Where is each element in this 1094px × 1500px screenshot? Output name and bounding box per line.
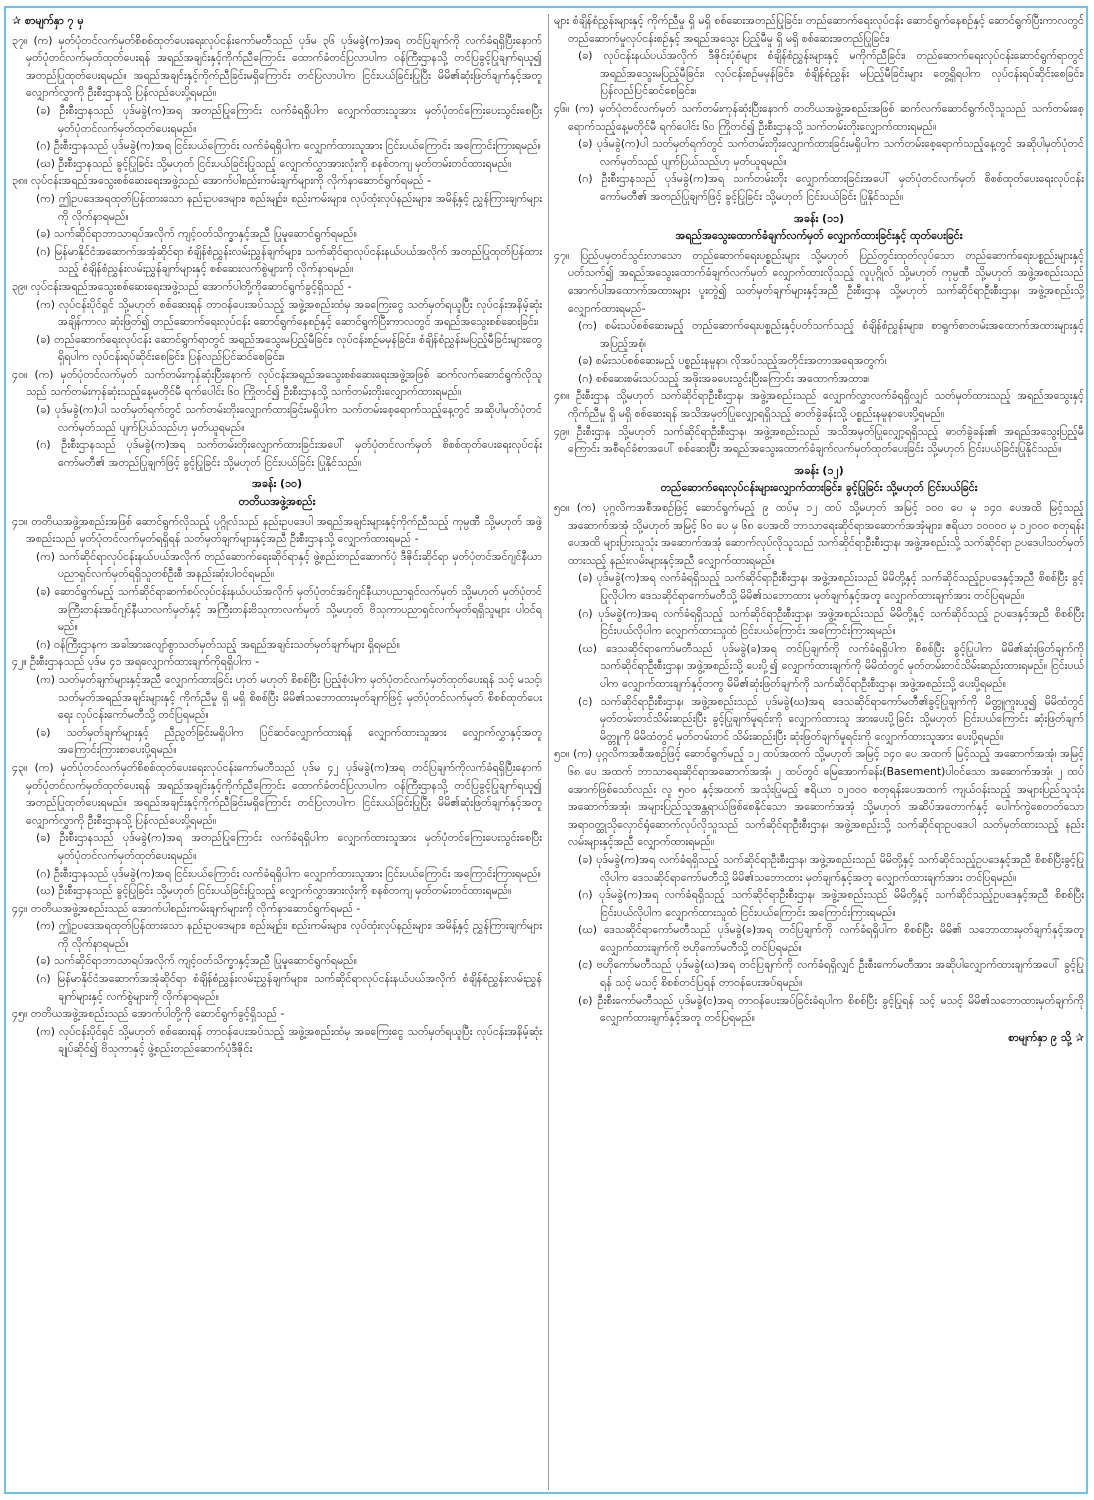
column-divider xyxy=(548,14,549,1490)
sub-clause: (ခ) ပုဒ်မခွဲ(က)ပါ သတ်မှတ်ရက်တွင် သက်တမ်းတိုးလျှောက်ထားခြင်းမရှိပါက သက်တမ်းစေ့ရောက်သည့်နေ့တွင် အဆိုပါမှတ်ပုံတင်လက်မှတ်သည် ပျက်ပြယ်သည်ဟု မှတ်ယူရမည်။ xyxy=(36,403,542,434)
sub-clause: (က) ဤဥပဒေအရထုတ်ပြန်ထားသော နည်းဥပဒေများ၊ စည်းမျဉ်း၊ စည်းကမ်းများ၊ လုပ်ထုံးလုပ်နည်းများ၊ အမိန့်နှင့် ညွှန်ကြားချက်များကို လိုက်နာရမည်။ xyxy=(36,919,542,950)
page-footer: စာမျက်နှာ ၉ သို့ ✰ xyxy=(1008,1030,1084,1044)
sub-clause: (ခ) ဆောင်ရွက်မည့် သက်ဆိုင်ရာဆက်စပ်လုပ်ငန်းနယ်ပယ်အလိုက် မှတ်ပုံတင်အင်ဂျင်နီယာပညာရှင်လက်မှတ် သို့မဟုတ် မှတ်ပုံတင်အကြီးတန်းအင်ဂျင်နီယာလက်မှတ်နှင့် အကြီးတန်းဗိသုကာလက်မှတ် သို့မဟုတ် ဗိသုကာပညာရှင်လက်မှတ်ရရှိသူများ ပါဝင်ရမည်။ xyxy=(36,585,542,634)
section-paragraph: ၄၀။ (က) မှတ်ပုံတင်လက်မှတ် သက်တမ်းကုန်ဆုံးပြီးနောက် လုပ်ငန်းအရည်အသွေးစစ်ဆေးရေးအဖွဲ့အဖြစ် ဆက်လက်ဆောင်ရွက်လိုသူသည် သက်တမ်းကုန်ဆုံးသည့်နေ့မတိုင်မီ ရက်ပေါင်း ၆၀ ကြိုတင်၍ ဦးစီးဌာနသို့ သက်တမ်းတိုးလျှောက်ထားရမည်။ xyxy=(12,367,542,399)
sub-clause: (ခ) ဦးစီးဌာနသည် ပုဒ်မခွဲ(က)အရ အတည်ပြုကြောင်း လက်ခံရရှိပါက လျှောက်ထားသူအား မှတ်ပုံတင်ကြေးပေးသွင်းစေပြီး မှတ်ပုံတင်လက်မှတ်ထုတ်ပေးရမည်။ xyxy=(36,831,542,862)
sub-clause: (က) လုပ်ငန်းပိုင်ရှင် သို့မဟုတ် စစ်ဆေးရန် တာဝန်ပေးအပ်သည့် အဖွဲ့အစည်းထံမှ အခကြေးငွေ သတ်မှတ်ရယူပြီး လုပ်ငန်းအနိမ့်ဆုံးအချိန်ကာလ ဆုံးဖြတ်၍ တည်ဆောက်ရေးလုပ်ငန်း ဆောင်ရွက်နေစဉ်နှင့် ဆောင်ရွက်ပြီးကာလတွင် အရည်အသွေးစစ်ဆေးခြင်း၊ xyxy=(36,297,542,329)
sub-clause: (ခ) ဦးစီးဌာနသည် ပုဒ်မခွဲ(က)အရ အတည်ပြုကြောင်း လက်ခံရရှိပါက လျှောက်ထားသူအား မှတ်ပုံတင်ကြေးပေးသွင်းစေပြီး မှတ်ပုံတင်လက်မှတ်ထုတ်ပေးရမည်။ xyxy=(36,103,542,135)
sub-clause: (ခ) သက်ဆိုင်ရာဘာသာရပ်အလိုက် ကျင့်ဝတ်သိက္ခာနှင့်အညီ ပြုမူဆောင်ရွက်ရမည်။ xyxy=(36,954,358,968)
newspaper-page xyxy=(4,6,1088,1494)
left-column xyxy=(12,12,542,1482)
sub-clause: (ခ) ပုဒ်မခွဲ(က)အရ လက်ခံရရှိသည့် သက်ဆိုင်ရာဦးစီးဌာန၊ အဖွဲ့အစည်းသည် မိမိတို့နှင့် သက်ဆိုင်သည့်ဥပဒေနှင့်အညီ စိစစ်ပြီး ခွင့်ပြုလိုပါက ဒေသဆိုင်ရာကော်မတီသို့ မိမိ၏သဘောထား မှတ်ချက်နှင့်အတူ လျှောက်ထားချက်အား တင်ပြရမည်။ xyxy=(578,571,1084,602)
sub-clause: (ဂ) ဦးစီးဌာနသည် ပုဒ်မခွဲ(က)အရ သက်တမ်းတိုး လျှောက်ထားခြင်းအပေါ် မှတ်ပုံတင်လက်မှတ် စိစစ်ထုတ်ပေးရေးလုပ်ငန်းကော်မတီ၏ အတည်ပြုချက်ဖြင့် ခွင့်ပြုခြင်း သို့မဟုတ် ငြင်းပယ်ခြင်း ပြုနိုင်သည်။ xyxy=(578,172,1084,203)
chapter-title: တည်ဆောက်ရေးလုပ်ငန်းများလျှောက်ထားခြင်း၊ ခွင့်ပြုခြင်း သို့မဟုတ် ငြင်းပယ်ခြင်း xyxy=(660,481,978,495)
sub-clause: (ခ) ပုဒ်မခွဲ(က)ပါ သတ်မှတ်ရက်တွင် သက်တမ်းတိုးလျှောက်ထားခြင်းမရှိပါက သက်တမ်းစေ့ရောက်သည့်နေ့တွင် အဆိုပါမှတ်ပုံတင်လက်မှတ်သည် ပျက်ပြယ်သည်ဟု မှတ်ယူရမည်။ xyxy=(578,137,1084,168)
section-paragraph: ၄၁။ တတိယအဖွဲ့အစည်းအဖြစ် ဆောင်ရွက်လိုသည့် ပုဂ္ဂိုလ်သည် နည်းဥပဒေပါ အရည်အချင်းများနှင့်ကိုက်ညီသည့် ကုမ္ပဏီ သို့မဟုတ် အဖွဲ့အစည်းသည် မှတ်ပုံတင်လက်မှတ်ရရှိရန် သတ်မှတ်ချက်များနှင့်အညီ ဦးစီးဌာနသို့ လျှောက်ထားရမည် - xyxy=(12,514,542,546)
sub-clause: (ဂ) ပုဒ်မခွဲ(က)အရ လက်ခံရရှိသည့် သက်ဆိုင်ရာဦးစီးဌာန၊ အဖွဲ့အစည်းသည် မိမိတို့နှင့် သက်ဆိုင်သည့် ဥပဒေနှင့်အညီ စိစစ်ပြီး ငြင်းပယ်လိုပါက လျှောက်ထားသူထံ ငြင်းပယ်ကြောင်း အကြောင်းကြားရမည်။ xyxy=(578,606,1084,638)
sub-clause: (ခ) လုပ်ငန်းနယ်ပယ်အလိုက် ဒီဇိုင်းပုံစံများ စံချိန်စံညွှန်းများနှင့် မကိုက်ညီခြင်း၊ တည်ဆောက်ရေးလုပ်ငန်းဆောင်ရွက်ရာတွင် အရည်အသွေးမပြည့်မီခြင်း၊ လုပ်ငန်းစဉ်မမှန်ခြင်း၊ စံချိန်စံညွှန်း မပြည့်မီခြင်းများ တွေ့ရှိရပါက လုပ်ငန်းရပ်ဆိုင်းစေခြင်း၊ ပြန်လည်ပြင်ဆင်စေခြင်း။ xyxy=(578,49,1084,98)
sub-clause: (ဂ) ဝန်ကြီးဌာနက အခါအားလျော်စွာသတ်မှတ်သည့် အရည်အချင်းသတ်မှတ်ချက်များ ရှိရမည်။ xyxy=(36,637,401,651)
sub-clause: (က) သက်ဆိုင်ရာလုပ်ငန်းနယ်ပယ်အလိုက် တည်ဆောက်ရေးဆိုင်ရာနှင့် ဖွဲ့စည်းတည်ဆောက်ပုံ ဒီဇိုင်းဆိုင်ရာ မှတ်ပုံတင်အင်ဂျင်နီယာပညာရှင်လက်မှတ်ရရှိသူတစ်ဦးစီ အနည်းဆုံးပါဝင်ရမည်။ xyxy=(36,549,542,581)
sub-clause: (ခ) စမ်းသပ်စစ်ဆေးမည့် ပစ္စည်းနမူနာ၊ လိုအပ်သည့်အတိုင်းအတာအရေအတွက်၊ xyxy=(578,354,887,368)
section-paragraph: ၅၀။ (က) ပုဂ္ဂလိကအစီအစဉ်ဖြင့် ဆောင်ရွက်မည့် ၉ ထပ်မှ ၁၂ ထပ် သို့မဟုတ် အမြင့် ၁၀၀ ပေ မှ ၁၄၀ ပေအထိ မြင့်သည့်အဆောက်အအုံ သို့မဟုတ် အမြင့် ၆၀ ပေ မှ ၆၈ ပေအထိ ဘာသာရေးဆိုင်ရာအဆောက်အအုံများ၊ ဧရိယာ ၁၀၀၀၀ မှ ၁၂၀၀၀ စတုရန်းပေအထိ များပြားသူသုံး အဆောက်အအုံ ဆောက်လုပ်လိုသူသည် သက်ဆိုင်ရာဦးစီးဌာန၊ အဖွဲ့အစည်းသို့ သက်ဆိုင်ရာ ဥပဒေပါသတ်မှတ်ထားသည့် နည်းလမ်းများနှင့်အညီ လျှောက်ထားရမည်။ xyxy=(554,501,1084,567)
sub-clause: (ဃ) ဒေသဆိုင်ရာကော်မတီသည် ပုဒ်မခွဲ(ခ)အရ တင်ပြချက်ကို လက်ခံရရှိပါက စိစစ်ပြီး မိမိ၏ သဘောထားမှတ်ချက်နှင့်အတူ လျှောက်ထားချက်ကို ဗဟိုကော်မတီသို့ တင်ပြရမည်။ xyxy=(578,923,1084,954)
chapter-title: တတိယအဖွဲ့အစည်း xyxy=(238,495,316,509)
sub-clause: (ခ) သတ်မှတ်ချက်များနှင့် ညီညွတ်ခြင်းမရှိပါက ပြင်ဆင်လျှောက်ထားရန် လျှောက်ထားသူအား လျှောက်လွှာနှင့်အတူ အကြောင်းကြားစာပေးပို့ရမည်။ xyxy=(36,725,542,757)
section-paragraph: ၃၉။ လုပ်ငန်းအရည်အသွေးစစ်ဆေးရေးအဖွဲ့သည် အောက်ပါတို့ကိုဆောင်ရွက်ခွင့်ရှိသည် - xyxy=(12,279,352,293)
sub-clause: (ဂ) ပုဒ်မခွဲ(က)အရ လက်ခံရရှိသည့် သက်ဆိုင်ရာဦးစီးဌာန၊ အဖွဲ့အစည်းသည် မိမိတို့နှင့် သက်ဆိုင်သည့်ဥပဒေနှင့်အညီ စိစစ်ပြီး ငြင်းပယ်လိုပါက လျှောက်ထားသူထံ ငြင်းပယ်ကြောင်း အကြောင်းကြားရမည်။ xyxy=(578,888,1084,919)
sub-clause: (ဂ) ဦးစီးဌာနသည် ပုဒ်မခွဲ(က)အရ ငြင်းပယ်ကြောင်း လက်ခံရရှိပါက လျှောက်ထားသူအား ငြင်းပယ်ကြောင်း အကြောင်းကြားရမည်။ xyxy=(36,866,541,880)
sub-clause: (က) ဤဥပဒေအရထုတ်ပြန်ထားသော နည်းဥပဒေများ၊ စည်းမျဉ်း၊ စည်းကမ်းများ၊ လုပ်ထုံးလုပ်နည်းများ၊ အမိန့်နှင့် ညွှန်ကြားချက်များကို လိုက်နာရမည်။ xyxy=(36,191,542,223)
section-paragraph: ၄၈။ ဦးစီးဌာန သို့မဟုတ် သက်ဆိုင်ရာဦးစီးဌာန၊ အဖွဲ့အစည်းသည် လျှောက်လွှာလက်ခံရရှိလျှင် သတ်မှတ်ထားသည့် အရည်အသွေးနှင့် ကိုက်ညီမှု ရှိ မရှိ စစ်ဆေးရန် အသိအမှတ်ပြုလျှော့ရရှိသည့် ဓာတ်ခွဲခန်းသို့ ပစ္စည်းနမူနာပေးပို့ရမည်။ xyxy=(554,389,1084,421)
sub-clause: (ဂ) ဦးစီးဌာနသည် ပုဒ်မခွဲ(က)အရ သက်တမ်းတိုးလျှောက်ထားခြင်းအပေါ် မှတ်ပုံတင်လက်မှတ် စိစစ်ထုတ်ပေးရေးလုပ်ငန်းကော်မတီ၏ အတည်ပြုချက်ဖြင့် ခွင့်ပြုခြင်း သို့မဟုတ် ငြင်းပယ်ခြင်း ပြုနိုင်သည်။ xyxy=(36,438,542,469)
sub-clause: (ဂ) မြန်မာနိုင်ငံအဆောက်အအုံဆိုင်ရာ စံချိန်စံညွှန်းလမ်းညွှန်ချက်များ၊ သက်ဆိုင်ရာလုပ်ငန်းနယ်ပယ်အလိုက် စံချိန်စံညွှန်းလမ်းညွှန်ချက်များနှင့် လက်စွဲများကို လိုက်နာရမည်။ xyxy=(36,972,542,1003)
section-paragraph: ၄၆။ (က) မှတ်ပုံတင်လက်မှတ် သက်တမ်းကုန်ဆုံးပြီးနောက် တတိယအဖွဲ့အစည်းအဖြစ် ဆက်လက်ဆောင်ရွက်လိုသူသည် သက်တမ်းစေ့ရောက်သည့်နေ့မတိုင်မီ ရက်ပေါင်း ၆၀ ကြိုတင်၍ ဦးစီးဌာနသို့ သက်တမ်းတိုးလျှောက်ထားရမည်။ xyxy=(554,101,1084,133)
chapter-title: အရည်အသွေးထောက်ခံချက်လက်မှတ် လျှောက်ထားခြင်းနှင့် ထုတ်ပေးခြင်း xyxy=(675,229,963,243)
section-paragraph: ၄၇။ ပြည်ပမှတင်သွင်းလာသော တည်ဆောက်ရေးပစ္စည်းများ သို့မဟုတ် ပြည်တွင်းထုတ်လုပ်သော တည်ဆောက်ရေးပစ္စည်းများနှင့်ပတ်သက်၍ အရည်အသွေးထောက်ခံချက်လက်မှတ် လျှောက်ထားလိုသည့် လူပုဂ္ဂိုလ် သို့မဟုတ် ကုမ္ပဏီ သို့မဟုတ် အဖွဲ့အစည်းသည် အောက်ပါအထောက်အထားများ ပူးတွဲ၍ သတ်မှတ်ချက်များနှင့်အညီ ဦးစီးဌာန သို့မဟုတ် သက်ဆိုင်ရာဦးစီးဌာန၊ အဖွဲ့အစည်းသို့ လျှောက်ထားရမည်- xyxy=(554,248,1084,315)
sub-clause: (ခ) ပုဒ်မခွဲ(က)အရ လက်ခံရရှိသည့် သက်ဆိုင်ရာဦးစီးဌာန၊ အဖွဲ့အစည်းသည် မိမိတို့နှင့် သက်ဆိုင်သည့်ဥပဒေနှင့်အညီ စိစစ်ပြီးခွင့်ပြုလိုပါက ဒေသဆိုင်ရာကော်မတီသို့ မိမိ၏သဘောထား မှတ်ချက်နှင့်အတူ လျှောက်ထားချက်အား တင်ပြရမည်။ xyxy=(578,852,1084,884)
section-paragraph: ၄၃။ (က) မှတ်ပုံတင်လက်မှတ်စိစစ်ထုတ်ပေးရေးလုပ်ငန်းကော်မတီသည် ပုဒ်မ ၄၂ ပုဒ်မခွဲ(က)အရ တင်ပြချက်ကိုလက်ခံရရှိပြီးနောက် မှတ်ပုံတင်လက်မှတ်ထုတ်ပေးရန် အရည်အချင်းနှင့်ကိုက်ညီကြောင်း ထောက်ခံတင်ပြလာပါက ဝန်ကြီးဌာနသို့ တင်ပြခွင့်ပြုချက်ရယူ၍ အတည်ပြုထုတ်ပေးရမည်။ အရည်အချင်းနှင့်ကိုက်ညီခြင်းမရှိကြောင်း တင်ပြလာပါက ငြင်းပယ်ခြင်းပြုပြီး မိမိ၏ဆုံးဖြတ်ချက်နှင့်အတူ လျှောက်လွှာကို ဦးစီးဌာနသို့ ပြန်လည်ပေးပို့ရမည်။ xyxy=(12,760,542,827)
sub-clause: (ဃ) ဦးစီးဌာနသည် ခွင့်ပြုခြင်း သို့မဟုတ် ငြင်းပယ်ခြင်းပြုသည့် လျှောက်လွှာအားလုံးကို စနစ်တကျ မှတ်တမ်းတင်ထားရမည်။ xyxy=(36,884,512,898)
section-paragraph: ၄၅။ တတိယအဖွဲ့အစည်းသည် အောက်ပါတို့ကို ဆောင်ရွက်ခွင့်ရှိသည် - xyxy=(12,1007,285,1021)
chapter-heading: အခန်း (၁၂) xyxy=(794,463,844,477)
section-paragraph: ၄၂။ ဦးစီးဌာနသည် ပုဒ်မ ၄၁ အရလျှောက်ထားချက်ကိုရရှိပါက - xyxy=(12,655,259,669)
page-header: ✰ စာမျက်နှာ ၇ မှ xyxy=(12,14,84,27)
right-column xyxy=(554,12,1084,1482)
sub-clause: (စ) ဦးစီးကော်မတီသည် ပုဒ်မခွဲ(င)အရ တာဝန်ပေးအပ်ခြင်းခံရပါက စိစစ်ပြီး ခွင့်ပြုရန် သင့် မသင့် မိမိ၏သဘောထားမှတ်ချက်ကို လျှောက်ထားချက်နှင့်အတူ တင်ပြရမည်။ xyxy=(578,993,1084,1025)
section-paragraph: ၄၉။ ဦးစီးဌာန သို့မဟုတ် သက်ဆိုင်ရာဦးစီးဌာန၊ အဖွဲ့အစည်းသည် အသိအမှတ်ပြုလျှော့ရရှိသည့် ဓာတ်ခွဲခန်း၏ အရည်အသွေးပြည့်မီကြောင်း အစီရင်ခံစာအပေါ် စစ်ဆေးပြီး အရည်အသွေးထောက်ခံချက်လက်မှတ်ထုတ်ပေးခြင်း သို့မဟုတ် ငြင်းပယ်ခြင်းပြုနိုင်သည်။ xyxy=(554,424,1084,456)
sub-clause: (က) သတ်မှတ်ချက်များနှင့်အညီ လျှောက်ထားခြင်း ဟုတ် မဟုတ် စိစစ်ပြီး ပြည့်စုံပါက မှတ်ပုံတင်လက်မှတ်ထုတ်ပေးရန် သင့် မသင့်၊ သတ်မှတ်အရည်အချင်းများနှင့် ကိုက်ညီမှု ရှိ မရှိ စိစစ်ပြီး မိမိ၏သဘောထားမှတ်ချက်ဖြင့် မှတ်ပုံတင်လက်မှတ် စိစစ်ထုတ်ပေးရေး လုပ်ငန်းကော်မတီသို့ တင်ပြရမည်။ xyxy=(36,672,542,722)
sub-clause: (ခ) တည်ဆောက်ရေးလုပ်ငန်း ဆောင်ရွက်ရာတွင် အရည်အသွေးမပြည့်မီခြင်း၊ လုပ်ငန်းစဉ်မမှန်ခြင်း၊ စံချိန်စံညွှန်းမပြည့်မီခြင်းများတွေ့ရှိရပါက လုပ်ငန်းရပ်ဆိုင်းစေခြင်း၊ ပြန်လည်ပြင်ဆင်စေခြင်း။ xyxy=(36,332,542,364)
sub-clause: (င) ဗဟိုကော်မတီသည် ပုဒ်မခွဲ(ဃ)အရ တင်ပြချက်ကို လက်ခံရရှိလျှင် ဦးစီးကော်မတီအား အဆိုပါလျှောက်ထားချက်အပေါ် ခွင့်ပြုရန် သင့် မသင့် စိစစ်တင်ပြရန် တာဝန်ပေးအပ်ရမည်။ xyxy=(578,958,1084,990)
sub-clause: (ဃ) ဦးစီးဌာနသည် ခွင့်ပြုခြင်း သို့မဟုတ် ငြင်းပယ်ခြင်းပြုသည့် လျှောက်လွှာအားလုံးကို စနစ်တကျ မှတ်တမ်းတင်ထားရမည်။ xyxy=(36,156,512,170)
sub-clause: (ဂ) စစ်ဆေးစမ်းသပ်သည့် အဖိုးအခပေးသွင်းပြီးကြောင်း အထောက်အထား။ xyxy=(578,371,870,385)
sub-clause: (က) လုပ်ငန်းပိုင်ရှင် သို့မဟုတ် စစ်ဆေးရန် တာဝန်ပေးအပ်သည့် အဖွဲ့အစည်းထံမှ အခကြေးငွေ သတ်မှတ်ရယူပြီး လုပ်ငန်းအနိမ့်ဆုံး ချုပ်ဆိုင်၍ ဗိသုကာနှင့် ဖွဲ့စည်းတည်ဆောက်ပုံဒီဇိုင်း xyxy=(36,1024,542,1056)
sub-clause: (ဃ) ဒေသဆိုင်ရာကော်မတီသည် ပုဒ်မခွဲ(ခ)အရ တင်ပြချက်ကို လက်ခံရရှိပါက စိစစ်ပြီး ခွင့်ပြုပါက မိမိ၏ဆုံးဖြတ်ချက်ကို သက်ဆိုင်ရာဦးစီးဌာန၊ အဖွဲ့အစည်းသို့ ပေးပို့၍ လျှောက်ထားချက်ကို မိမိထံတွင် မှတ်တမ်းတင်သိမ်းဆည်းထားရမည်။ ငြင်းပယ်ပါက လျှောက်ထားချက်နှင့်တကွ မိမိ၏ဆုံးဖြတ်ချက်ကို သက်ဆိုင်ရာဦးစီးဌာန၊ အဖွဲ့အစည်းသို့ ပေးပို့ရမည်။ xyxy=(578,641,1084,690)
sub-clause: (က) စမ်းသပ်စစ်ဆေးမည့် တည်ဆောက်ရေးပစ္စည်းနှင့်ပတ်သက်သည့် စံချိန်စံညွှန်းများ၊ စာရွက်စာတမ်းအထောက်အထားများနှင့်အပြည့်အစုံ၊ xyxy=(578,319,1084,350)
section-paragraph: ၄၄။ တတိယအဖွဲ့အစည်းသည် အောက်ပါစည်းကမ်းချက်များကို လိုက်နာဆောင်ရွက်ရမည် - xyxy=(12,901,361,915)
section-paragraph: ၃၇။ (က) မှတ်ပုံတင်လက်မှတ်စိစစ်ထုတ်ပေးရေးလုပ်ငန်းကော်မတီသည် ပုဒ်မ ၃၆ ပုဒ်မခွဲ(က)အရ တင်ပြချက်ကို လက်ခံရရှိပြီးနောက် မှတ်ပုံတင်လက်မှတ်ထုတ်ပေးရန် အရည်အချင်းနှင့်ကိုက်ညီကြောင်း ထောက်ခံတင်ပြလာပါက ဝန်ကြီးဌာနသို့ တင်ပြခွင့်ပြုချက်ရယူ၍ အတည်ပြုထုတ်ပေးရမည်။ အရည်အချင်းနှင့်ကိုက်ညီခြင်းမရှိကြောင်း တင်ပြလာပါက ငြင်းပယ်ခြင်းပြုပြီး မိမိ၏ဆုံးဖြတ်ချက်နှင့်အတူ လျှောက်လွှာကို ဦးစီးဌာနသို့ ပြန်လည်ပေးပို့ရမည်။ xyxy=(12,33,542,100)
chapter-heading: အခန်း (၁၀) xyxy=(251,477,303,491)
section-paragraph: ၅၁။ (က) ပုဂ္ဂလိကအစီအစဉ်ဖြင့် ဆောင်ရွက်မည့် ၁၂ ထပ်အထက် သို့မဟုတ် အမြင့် ၁၄၀ ပေ အထက် မြင့်သည့် အဆောက်အအုံ၊ အမြင့် ၆၈ ပေ အထက် ဘာသာရေးဆိုင်ရာအဆောက်အအုံ၊ ၂ ထပ်တွင် မြေအောက်ခန်း(Basement)ပါဝင်သော အဆောက်အအုံ၊ ၂ ထပ်အောက်ဖြစ်သော်လည်း လူ ၅၀၀ နှင့်အထက် အသုံးပြုမည့် ဧရိယာ ၁၂၀၀၀ စတုရန်းပေအထက် ကျယ်ဝန်းသည့် အများပြည်သူသုံးအဆောက်အအုံ၊ အများပြည်သူအန္တရာယ်ဖြစ်စေနိုင်သော အဆောက်အအုံ သို့မဟုတ် အဆိပ်အတောက်နှင့် ပေါက်ကွဲစေတတ်သော အရာဝတ္ထုသိုလှောင်ရုံဆောက်လုပ်လိုသူသည် သက်ဆိုင်ရာဦးစီးဌာန၊ အဖွဲ့အစည်းသို့ သက်ဆိုင်ရာဥပဒေပါ သတ်မှတ်ထားသည့် နည်းလမ်းများနှင့်အညီ လျှောက်ထားရမည်။ xyxy=(554,747,1084,849)
chapter-heading: အခန်း (၁၁) xyxy=(793,211,845,225)
sub-clause: (င) သက်ဆိုင်ရာဦးစီးဌာန၊ အဖွဲ့အစည်းသည် ပုဒ်မခွဲ(ဃ)အရ ဒေသဆိုင်ရာကော်မတီ၏ခွင့်ပြုချက်ကို မိတ္တူကူးယူ၍ မိမိထံတွင် မှတ်တမ်းတင်သိမ်းဆည်းပြီး ခွင့်ပြုချက်မူရင်းကို လျှောက်ထားသူ အားပေးပို့ခြင်း သို့မဟုတ် ငြင်းပယ်ကြောင်း ဆုံးဖြတ်ချက်မိတ္တူကို မိမိထံတွင် မှတ်တမ်းတင် သိမ်းဆည်းပြီး ဆုံးဖြတ်ချက်မူရင်းကို လျှောက်ထားသူအား ပေးပို့ရမည်။ xyxy=(578,694,1084,743)
sub-clause: (ခ) သက်ဆိုင်ရာဘာသာရပ်အလိုက် ကျင့်ဝတ်သိက္ခာနှင့်အညီ ပြုမူဆောင်ရွက်ရမည်။ xyxy=(36,227,358,241)
section-paragraph: ၃၈။ လုပ်ငန်းအရည်အသွေးစစ်ဆေးရေးအဖွဲ့သည် အောက်ပါစည်းကမ်းချက်များကို လိုက်နာဆောင်ရွက်ရမည် - xyxy=(12,174,432,188)
section-paragraph: များ စံချိန်စံညွှန်းများနှင့် ကိုက်ညီမှု ရှိ မရှိ စစ်ဆေးအတည်ပြုခြင်း၊ တည်ဆောက်ရေးလုပ်ငန်း ဆောင်ရွက်နေစဉ်နှင့် ဆောင်ရွက်ပြီးကာလတွင် တည်ဆောက်မှုလုပ်ငန်းစဉ်နှင့် အရည်အသွေး ပြည့်မီမှု ရှိ မရှိ စစ်ဆေးအတည်ပြုခြင်း၊ xyxy=(554,14,1084,45)
sub-clause: (ဂ) ဦးစီးဌာနသည် ပုဒ်မခွဲ(က)အရ ငြင်းပယ်ကြောင်း လက်ခံရရှိပါက လျှောက်ထားသူအား ငြင်းပယ်ကြောင်း အကြောင်းကြားရမည်။ xyxy=(36,139,541,153)
sub-clause: (ဂ) မြန်မာနိုင်ငံအဆောက်အအုံဆိုင်ရာ စံချိန်စံညွှန်းလမ်းညွှန်ချက်များ၊ သက်ဆိုင်ရာလုပ်ငန်းနယ်ပယ်အလိုက် အတည်ပြုထုတ်ပြန်ထားသည့် စံချိန်စံညွှန်းလမ်းညွှန်ချက်များနှင့် စစ်ဆေးလက်စွဲများကို လိုက်နာရမည်။ xyxy=(36,244,542,276)
